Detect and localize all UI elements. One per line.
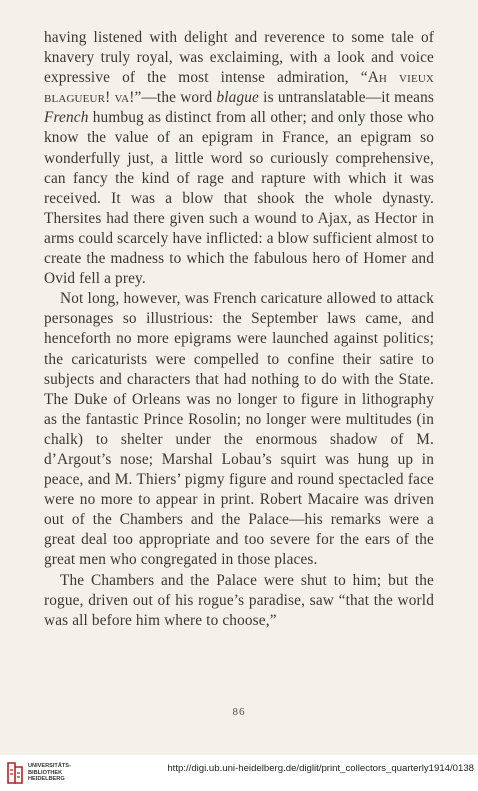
text-run: The Chambers and the Palace were shut to him; but the rogue, driven out of his rogue’s paradise, saw “that the world was all before him where to choose,”: [44, 571, 434, 629]
library-name: [28, 763, 71, 782]
paragraph: [44, 289, 434, 570]
text-run: having listened with delight and reverence to some tale of knavery truly royal, was exclaiming, with a look and voice expressive of the most intense admiration, “: [44, 29, 434, 87]
library-name-line: BIBLIOTHEK: [28, 769, 63, 776]
library-name-line: HEIDELBERG: [28, 776, 65, 783]
italic-text: French: [44, 109, 89, 127]
paragraph: [44, 571, 434, 631]
viewer-footer: [0, 755, 478, 791]
paragraph: [44, 28, 434, 289]
page-number: 86: [232, 706, 246, 718]
text-run: ”—the word: [134, 89, 217, 107]
library-logo[interactable]: [6, 761, 71, 785]
source-url[interactable]: http://digi.ub.uni-heidelberg.de/diglit/print_collectors_quarterly1914/0138: [167, 763, 474, 774]
text-run: humbug as distinct from all other; and only those who know the value of an epigram in France, an epigram so wonderfully just, a little word so curiously comprehensive, can fancy the kind of rage and rapture with which it was received. It was a blow that shook the whole dynasty. Thersites had there given such a wound to Ajax, as Hector in arms could scarcely have inflicted: a blow sufficient almost to create the madness to which the fabulous hero of Homer and Ovid fell a prey.: [44, 109, 434, 288]
page-body: [44, 28, 434, 631]
smallcaps-text: Ah vieux blagueur! va!: [44, 69, 435, 107]
library-name-line: UNIVERSITÄTS-: [28, 763, 71, 770]
italic-text: blague: [216, 89, 259, 107]
text-run: is untranslatable—it means: [259, 89, 435, 107]
text-run: Not long, however, was French caricature allowed to attack personages so illustrious: the September laws came, and henceforth no more epigrams were launched against politics; the caricaturists were compelled to confine their satire to subjects and characters that had nothing to do with the State. The Duke of Orleans was no longer to figure in lithography as the fantastic Prince Rosolin; no longer were multitudes (in chalk) to shelter under the enormous shadow of M. d’Argout’s nose; Marshal Lobau’s squirt was hung up in peace, and M. Thiers’ pigmy figure and round spectacled face were no more to appear in print. Robert Macaire was driven out of the Chambers and the Palace—his remarks were a great deal too appropriate and too severe for the ears of the great men who congregated in those places.: [44, 290, 434, 569]
library-seal-icon: [6, 761, 24, 785]
